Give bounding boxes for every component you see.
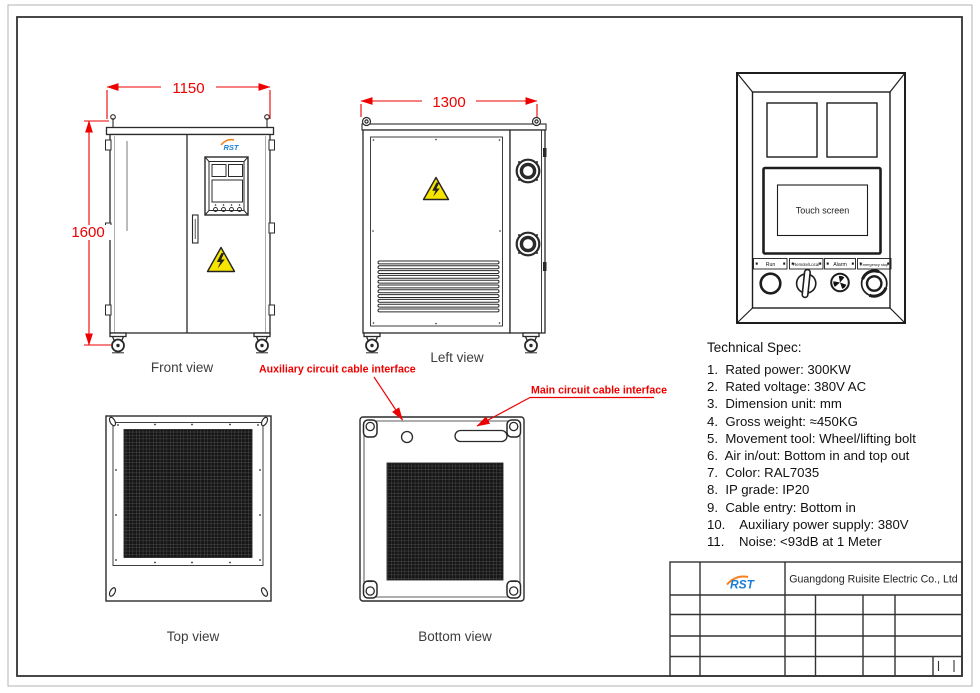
front-height-dim: 1600 xyxy=(71,224,105,241)
title-block xyxy=(670,562,962,676)
front-casters xyxy=(110,333,270,353)
bottom-view-label: Bottom view xyxy=(418,629,492,644)
company-logo-text: RST xyxy=(730,577,754,592)
spec-item: 5. Movement tool: Wheel/lifting bolt xyxy=(707,430,916,446)
top-view xyxy=(106,416,271,601)
front-width-dim: 1150 xyxy=(172,80,205,97)
control-panel-detail xyxy=(737,73,905,323)
spec-item: 10. Auxiliary power supply: 380V xyxy=(707,516,909,532)
door-control-panel xyxy=(205,157,248,215)
bottom-vent-mesh xyxy=(387,463,503,580)
selector-label: Remote/Local xyxy=(793,261,820,267)
left-dimensions xyxy=(361,93,537,117)
door-handle xyxy=(193,215,199,243)
front-view xyxy=(106,115,275,353)
top-view-label: Top view xyxy=(166,629,220,644)
left-view xyxy=(362,118,547,353)
spec-item: 7. Color: RAL7035 xyxy=(707,465,820,481)
technical-spec-title: Technical Spec: xyxy=(707,340,802,355)
spec-item: 2. Rated voltage: 380V AC xyxy=(707,379,867,395)
company-name: Guangdong Ruisite Electric Co., Ltd xyxy=(789,573,958,586)
front-view-label: Front view xyxy=(150,360,214,375)
main-cable-label: Main circuit cable interface xyxy=(531,384,668,397)
louver-vent xyxy=(378,261,499,312)
spec-item: 3. Dimension unit: mm xyxy=(707,396,842,412)
front-lifting-bolts xyxy=(111,115,270,128)
run-label: Run xyxy=(765,262,776,269)
left-view-label: Left view xyxy=(430,350,484,365)
company-logo xyxy=(727,577,756,592)
emergency-label: Emergency stop xyxy=(860,261,889,267)
spec-item: 6. Air in/out: Bottom in and top out xyxy=(707,448,910,464)
auxiliary-cable-label: Auxiliary circuit cable interface xyxy=(259,363,416,376)
spec-item: 8. IP grade: IP20 xyxy=(707,482,810,498)
alarm-label: Alarm xyxy=(833,262,847,269)
spec-item: 9. Cable entry: Bottom in xyxy=(707,499,856,515)
spec-item: 1. Rated power: 300KW xyxy=(707,362,851,377)
top-vent-mesh xyxy=(124,430,252,558)
bottom-view xyxy=(360,417,524,601)
technical-spec xyxy=(707,340,916,550)
spec-item: 11. Noise: <93dB at 1 Meter xyxy=(707,534,882,550)
left-width-dim: 1300 xyxy=(432,94,466,111)
touch-screen-label: Touch screen xyxy=(795,205,850,216)
spec-item: 4. Gross weight: ≈450KG xyxy=(707,413,858,429)
door-logo-text: RST xyxy=(223,143,239,152)
